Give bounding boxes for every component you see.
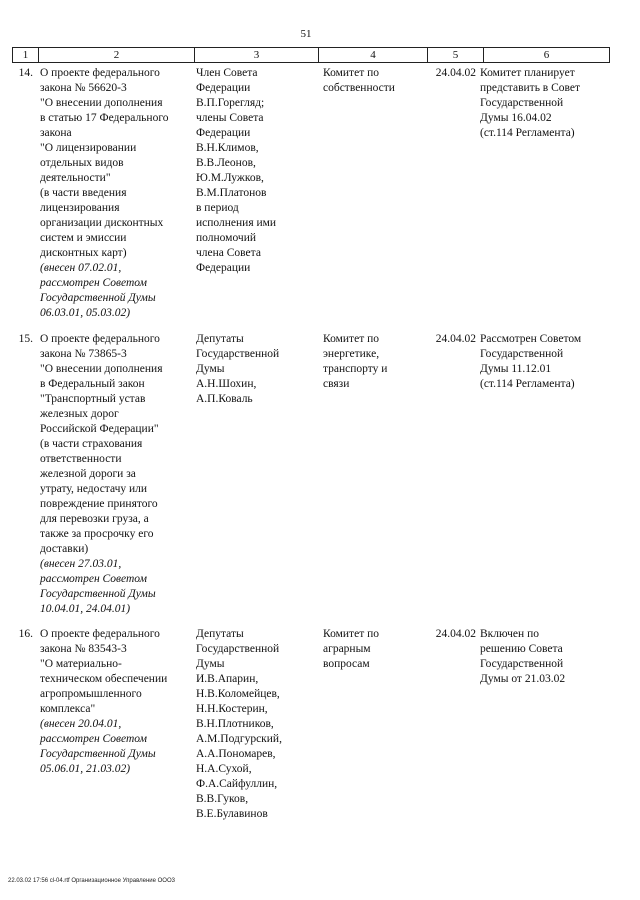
bill-title-line: "О лицензировании (40, 142, 137, 154)
bill-title-line: (в части введения (40, 187, 127, 199)
status-line: решению Совета (480, 643, 563, 655)
bill-title-line: "О внесении дополнения (40, 97, 163, 109)
bill-authors-line: Ф.А.Сайфуллин, (196, 778, 278, 790)
bill-authors-line: Государственной (196, 643, 280, 655)
status-line: Государственной (480, 658, 564, 670)
bill-authors-line: А.М.Подгурский, (196, 733, 282, 745)
bill-authors-line: Н.В.Коломейцев, (196, 688, 280, 700)
header-col-5: 5 (428, 48, 484, 62)
bill-title-line: систем и эмиссии (40, 232, 127, 244)
bill-authors (192, 66, 315, 321)
committee-line: связи (323, 378, 350, 390)
bill-title-line: деятельности" (40, 172, 111, 184)
submission-note-line: Государственной Думы (40, 588, 156, 600)
submission-note-line: (внесен 07.02.01, (40, 262, 122, 274)
bill-title-line: (в части страхования (40, 438, 143, 450)
bill-authors-line: полномочий (196, 232, 256, 244)
submission-note-line: (внесен 27.03.01, (40, 558, 122, 570)
bill-title-line: О проекте федерального (40, 628, 160, 640)
bill-authors-line: исполнения ими (196, 217, 277, 229)
bill-authors-line: Депутаты (196, 333, 244, 345)
page-number: 51 (300, 28, 312, 40)
bill-title-line: О проекте федерального (40, 67, 160, 79)
committee (315, 332, 423, 617)
bill-authors-line: В.Е.Булавинов (196, 808, 268, 820)
bill-title-line: в Федеральный закон (40, 378, 145, 390)
bill-title (37, 627, 192, 822)
bill-title-line: также за просрочку его (40, 528, 154, 540)
bill-title-line: "О внесении дополнения (40, 363, 163, 375)
header-col-2: 2 (39, 48, 195, 62)
bill-authors-line: Федерации (196, 262, 251, 274)
bill-authors-line: члена Совета (196, 247, 261, 259)
bill-title-line: техническом обеспечении (40, 673, 168, 685)
bill-authors-line: В.В.Леонов, (196, 157, 256, 169)
date: 24.04.02 (435, 333, 476, 345)
bill-authors-line: Федерации (196, 127, 251, 139)
bill-title-line: комплекса" (40, 703, 96, 715)
bill-title-line: отдельных видов (40, 157, 124, 169)
bill-title-line: ответственности (40, 453, 122, 465)
bill-authors-line: члены Совета (196, 112, 264, 124)
table-header (12, 47, 610, 63)
submission-note-line: Государственной Думы (40, 748, 156, 760)
bill-title-line: организации дисконтных (40, 217, 164, 229)
submission-note-line: 05.06.01, 21.03.02) (40, 763, 131, 775)
committee (315, 66, 423, 321)
bill-title-line: закона № 83543-3 (40, 643, 127, 655)
bill-title-line: железных дорог (40, 408, 119, 420)
status-line: Думы 16.04.02 (480, 112, 552, 124)
bill-authors (192, 627, 315, 822)
bill-title-line: железной дороги за (40, 468, 136, 480)
header-col-6: 6 (543, 49, 550, 61)
bill-authors-line: Думы (196, 363, 225, 375)
row-number: 14. (18, 67, 33, 79)
header-col-1: 1 (13, 48, 39, 62)
bill-title-line: "Транспортный устав (40, 393, 146, 405)
bill-authors-line: Федерации (196, 82, 251, 94)
bill-authors-line: Депутаты (196, 628, 244, 640)
bill-authors-line: В.М.Платонов (196, 187, 267, 199)
bill-title-line: утрату, недостачу или (40, 483, 148, 495)
table-row (12, 332, 608, 617)
submission-note-line: рассмотрен Советом (40, 573, 147, 585)
bill-title (37, 66, 192, 321)
bill-title-line: агропромышленного (40, 688, 142, 700)
bill-authors-line: Ю.М.Лужков, (196, 172, 264, 184)
status-line: Включен по (480, 628, 539, 640)
table-row (12, 66, 608, 321)
bill-authors-line: В.В.Гуков, (196, 793, 249, 805)
bill-authors-line: И.В.Апарин, (196, 673, 259, 685)
bill-authors (192, 332, 315, 617)
status-line: представить в Совет (480, 82, 581, 94)
committee-line: собственности (323, 82, 395, 94)
submission-note-line: 10.04.01, 24.04.01) (40, 603, 131, 615)
status-line: Государственной (480, 348, 564, 360)
bill-title-line: О проекте федерального (40, 333, 160, 345)
submission-note-line: Государственной Думы (40, 292, 156, 304)
bill-title-line: закона № 56620-3 (40, 82, 127, 94)
committee-line: энергетике, (323, 348, 380, 360)
row-number: 16. (18, 628, 33, 640)
bill-title-line: закона (40, 127, 72, 139)
date: 24.04.02 (435, 67, 476, 79)
status-line: Рассмотрен Советом (480, 333, 582, 345)
submission-note-line: рассмотрен Советом (40, 277, 147, 289)
bill-authors-line: Государственной (196, 348, 280, 360)
submission-note-line: 06.03.01, 05.03.02) (40, 307, 131, 319)
status-line: Комитет планирует (480, 67, 575, 79)
page-footer: 22.03.02 17:56 cl-04.rtf Организационное Управление ООО3 (8, 878, 175, 884)
committee-line: Комитет по (323, 67, 379, 79)
bill-title-line: для перевозки груза, а (40, 513, 149, 525)
bill-authors-line: Н.А.Сухой, (196, 763, 252, 775)
date: 24.04.02 (435, 628, 476, 640)
bill-title-line: Российской Федерации" (40, 423, 159, 435)
committee-line: Комитет по (323, 628, 379, 640)
bill-authors-line: в период (196, 202, 239, 214)
header-col-3: 3 (195, 48, 319, 62)
status-line: Думы от 21.03.02 (480, 673, 566, 685)
table-row (12, 627, 608, 822)
status (478, 627, 608, 822)
status (478, 332, 608, 617)
status-line: (ст.114 Регламента) (480, 378, 575, 390)
bill-authors-line: В.П.Горегляд; (196, 97, 265, 109)
committee-line: вопросам (323, 658, 370, 670)
bill-authors-line: А.П.Коваль (196, 393, 253, 405)
bill-title-line: доставки) (40, 543, 89, 555)
status-line: Думы 11.12.01 (480, 363, 552, 375)
committee-line: транспорту и (323, 363, 388, 375)
bill-authors-line: Н.Н.Костерин, (196, 703, 268, 715)
bill-authors-line: В.Н.Климов, (196, 142, 259, 154)
bill-title-line: дисконтных карт) (40, 247, 127, 259)
header-col-4: 4 (319, 48, 428, 62)
bill-title-line: повреждение принятого (40, 498, 158, 510)
bill-title-line: лицензирования (40, 202, 120, 214)
bill-title (37, 332, 192, 617)
bill-authors-line: А.Н.Шохин, (196, 378, 257, 390)
bill-authors-line: В.Н.Плотников, (196, 718, 274, 730)
committee-line: аграрным (323, 643, 371, 655)
bill-title-line: закона № 73865-3 (40, 348, 127, 360)
status (478, 66, 608, 321)
committee (315, 627, 423, 822)
bill-title-line: в статью 17 Федерального (40, 112, 169, 124)
bill-title-line: "О материально- (40, 658, 122, 670)
submission-note-line: (внесен 20.04.01, (40, 718, 122, 730)
bill-authors-line: Член Совета (196, 67, 258, 79)
bill-authors-line: А.А.Пономарев, (196, 748, 276, 760)
status-line: Государственной (480, 97, 564, 109)
submission-note-line: рассмотрен Советом (40, 733, 147, 745)
committee-line: Комитет по (323, 333, 379, 345)
row-number: 15. (18, 333, 33, 345)
status-line: (ст.114 Регламента) (480, 127, 575, 139)
bill-authors-line: Думы (196, 658, 225, 670)
